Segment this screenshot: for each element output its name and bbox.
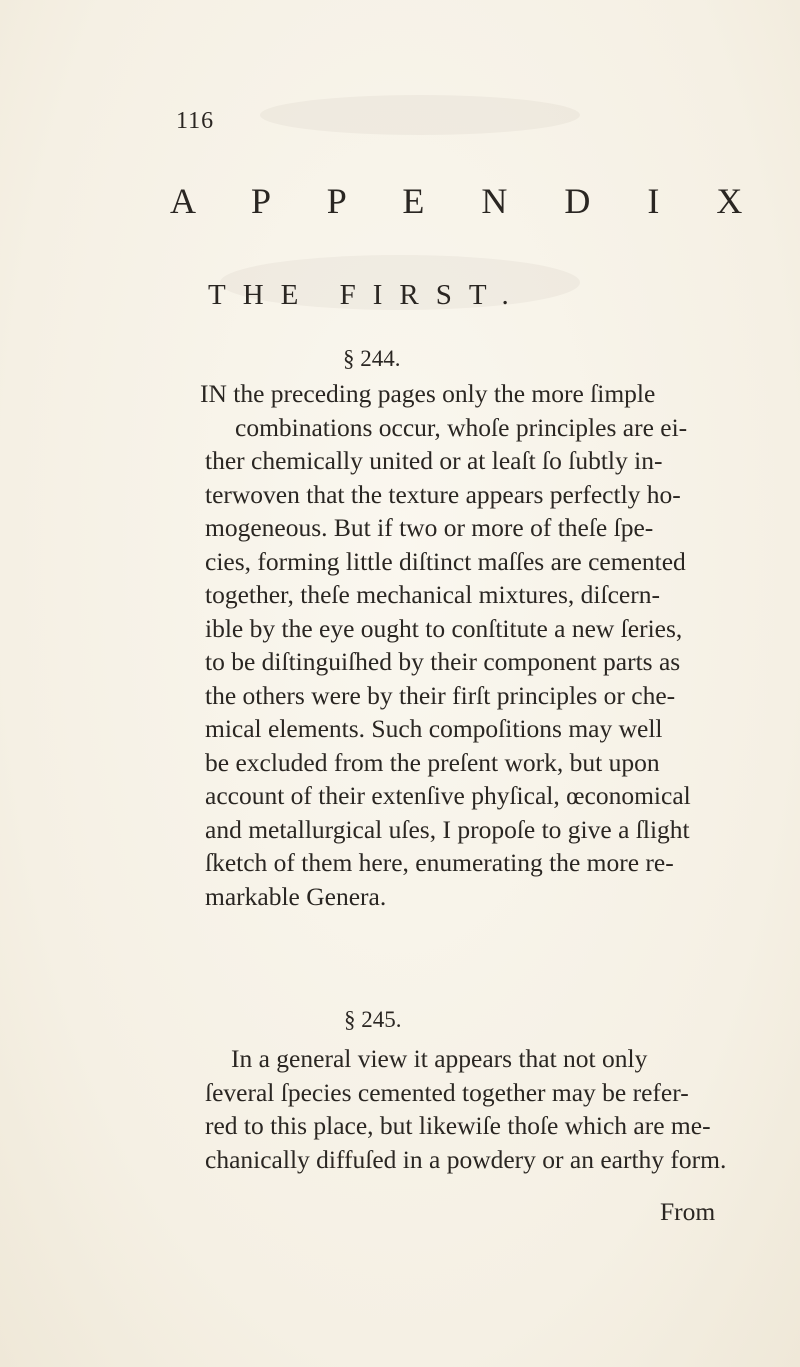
section-number: § 245. (344, 1007, 402, 1032)
text-line: chanically diffuſed in a powdery or an earthy form. (205, 1144, 727, 1174)
text-line: combinations occur, whoſe principles are ei- (235, 412, 688, 442)
appendix-subheading: THE FIRST. (208, 279, 526, 311)
text-line: together, theſe mechanical mixtures, diſcern- (205, 580, 660, 609)
text-line: markable Genera. (205, 881, 387, 911)
text-line: mogeneous. But if two or more of theſe ſpe- (205, 513, 654, 542)
text-line: the others were by their firſt principles or che- (205, 680, 676, 710)
text-line: In a general view it appears that not only (231, 1044, 648, 1073)
text-line: ſketch of them here, enumerating the more re- (205, 848, 674, 877)
text-line: IN the preceding pages only the more ſimple (200, 379, 656, 408)
paragraph (200, 377, 740, 913)
catchword: From (660, 1197, 716, 1226)
text-line: ſeveral ſpecies cemented together may be refer- (205, 1077, 689, 1107)
text-line: and metallurgical uſes, I propoſe to give a ſlight (205, 814, 690, 844)
text-line: be excluded from the preſent work, but upon (205, 747, 660, 777)
text-line: terwoven that the texture appears perfectly ho- (205, 479, 681, 509)
text-line: ible by the eye ought to conſtitute a new ſeries, (205, 613, 683, 643)
text-line: account of their extenſive phyſical, œconomical (205, 781, 691, 810)
text-line: mical elements. Such compoſitions may well (205, 714, 663, 743)
ink-smudge (260, 95, 580, 135)
text-line: to be diſtinguiſhed by their component parts as (205, 647, 681, 676)
text-line: ther chemically united or at leaſt ſo ſubtly in- (205, 446, 663, 475)
appendix-heading: A P P E N D I X (170, 181, 767, 221)
text-line: red to this place, but likewiſe thoſe which are me- (205, 1111, 711, 1140)
text-line: cies, forming little diſtinct maſſes are cemented (205, 546, 686, 576)
section-number: § 244. (343, 346, 401, 371)
paragraph (205, 1042, 740, 1176)
page-number: 116 (176, 108, 215, 134)
